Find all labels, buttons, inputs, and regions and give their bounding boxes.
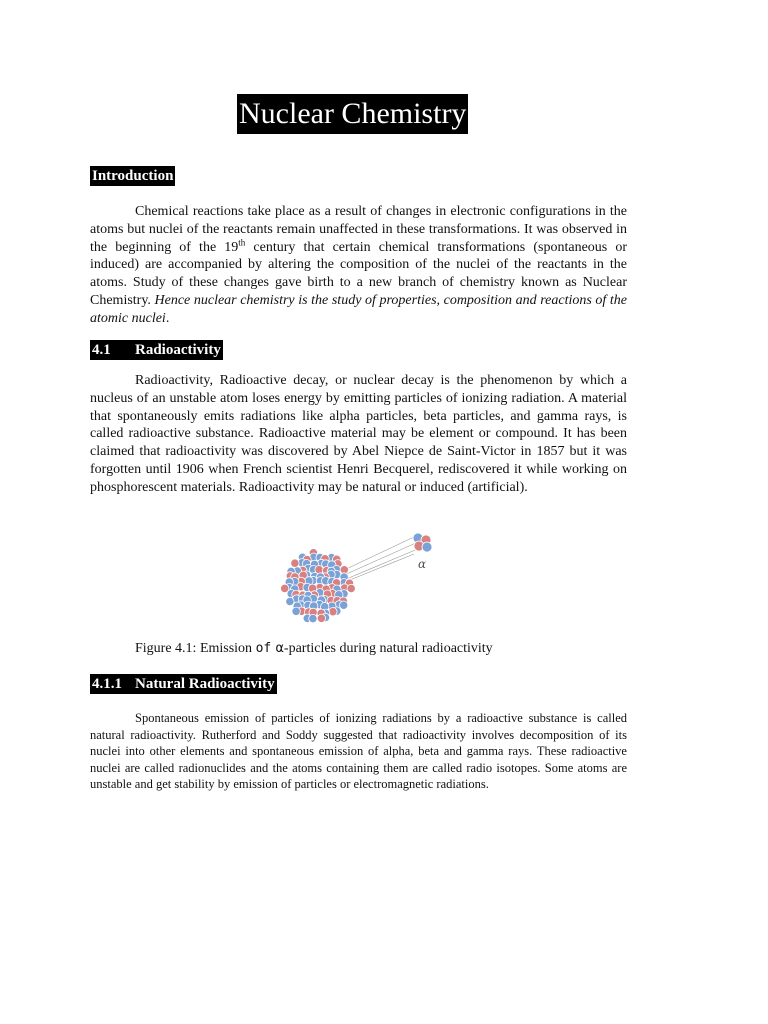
subsection-number: 4.1.1 — [92, 676, 122, 692]
radioactivity-heading — [90, 340, 223, 360]
intro-text-end: . — [165, 310, 170, 326]
radioactive-nucleus — [281, 549, 356, 623]
intro-superscript: th — [238, 236, 246, 247]
caption-text-1: Figure 4.1: Emission — [135, 641, 256, 656]
proton-sphere — [291, 559, 299, 567]
caption-text-2: -particles during natural radioactivity — [283, 641, 493, 656]
subsection-title: Natural Radioactivity — [135, 676, 275, 692]
proton-sphere — [317, 614, 325, 622]
neutron-sphere — [292, 607, 300, 615]
page-title: Nuclear Chemistry — [237, 94, 468, 134]
alpha-particle — [413, 533, 432, 552]
radioactivity-paragraph: Radioactivity, Radioactive decay, or nuclear decay is the phenomenon by which a nucleus of an unstable atom loses energy by emitting particles of ionizing radiation. A material that spontaneously emits radiations like alpha particles, beta particles, and gamma rays, is called radioactive substance. Radioactive material may be element or compound. It has been claimed that radioactivity was discovered by Abel Niepce de Saint-Victor in 1857 but it was forgotten until 1906 when French scientist Henri Becquerel, rediscovered it while working on phosphorescent materials. Radioactivity may be natural or induced (artificial). — [90, 373, 627, 495]
natural-radioactivity-heading — [90, 674, 277, 694]
neutron-sphere — [340, 601, 348, 609]
proton-sphere — [347, 584, 355, 592]
introduction-heading: Introduction — [92, 168, 174, 184]
section-title: Radioactivity — [135, 342, 221, 358]
intro-text-part-2: century that certain chemical transformations (spontaneous or induced) are accompanied by altering the composition of the nuclei of the reactants in the atoms. Study of these changes gave birth to a new branch of chemistry known as Nuclear Chemistry. — [90, 239, 627, 308]
introduction-paragraph — [90, 203, 627, 328]
caption-of: of — [255, 641, 272, 656]
alpha-symbol: α — [418, 557, 427, 571]
figure-caption — [135, 640, 493, 658]
emission-rays — [340, 536, 420, 584]
intro-text-part-1: Chemical reactions take place as a result of changes in electronic configurations in the atoms but nuclei of the reactants remain unaffected in these transformations. It was observed in the beginning of the 19 — [90, 204, 627, 255]
neutron-sphere — [309, 614, 317, 622]
natural-radioactivity-paragraph: Spontaneous emission of particles of ionizing radiations by a radioactive substance is called natural radioactivity. Rutherford and Soddy suggested that radioactivity involves decomposition of its nuclei into other elements and spontaneous emission of alpha, beta and gamma rays. These radioactive nuclei are called radionuclides and the atoms containing them are called radio isotopes. Some atoms are unstable and get stability by emission of particles or electromagnetic radiations. — [90, 711, 627, 792]
neutron-sphere — [422, 542, 432, 552]
caption-alpha: α — [271, 641, 284, 656]
neutron-sphere — [286, 597, 294, 605]
alpha-emission-figure — [278, 526, 448, 626]
intro-definition-italic: Hence nuclear chemistry is the study of properties, composition and reactions of the atomic nuclei — [90, 292, 627, 326]
section-number: 4.1 — [92, 342, 111, 358]
